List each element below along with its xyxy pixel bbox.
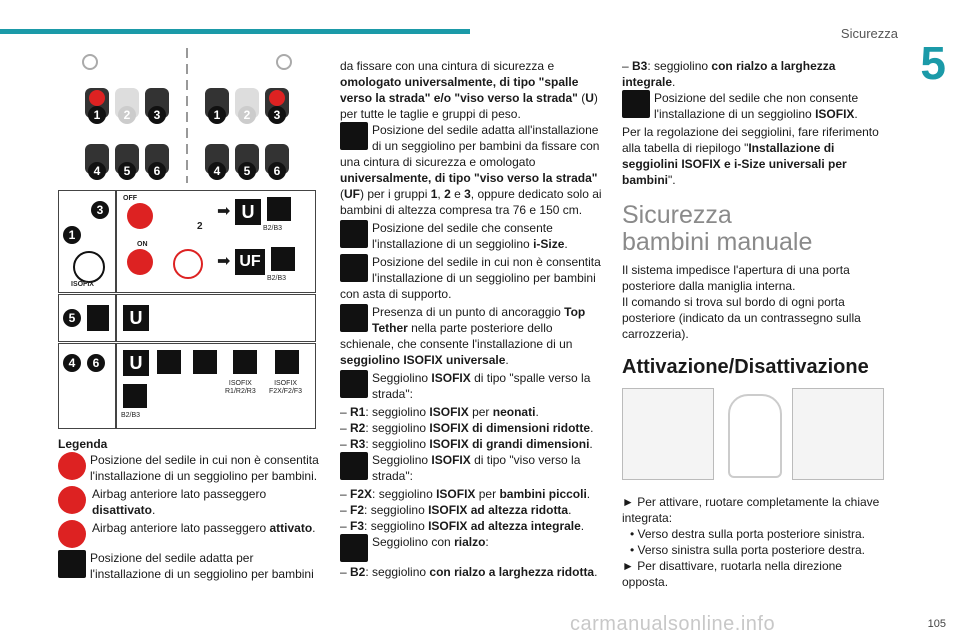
b3-dash: –	[622, 59, 633, 73]
f2x-d: ISOFIX	[436, 487, 476, 501]
seat-number-5-right: 5	[238, 162, 256, 180]
uf-sep2: e	[450, 187, 465, 201]
booster-seat-icon-2	[271, 247, 295, 271]
bullet-2: • Verso sinistra sulla porta posteriore destra.	[630, 543, 865, 557]
watermark: carmanualsonline.info	[570, 613, 776, 635]
legend-column	[58, 436, 320, 584]
b2-e: .	[594, 565, 598, 579]
seat-number-2: 2	[118, 106, 136, 124]
seat-suitability-table	[58, 190, 316, 430]
seat-6-number: 6	[87, 354, 105, 372]
isize-a: Posizione del sedile che consente l'installazione di un seggiolino	[372, 221, 553, 251]
isofix-label: ISOFIX	[71, 281, 94, 288]
badge-u-seat5: U	[123, 305, 149, 331]
f3-c: : seggiolino	[364, 519, 429, 533]
seat-number-4: 4	[88, 162, 106, 180]
leg-row	[340, 254, 602, 302]
uf-text-f: , oppure dedicato solo ai bambini di altezza compresa tra 76 e 150 cm.	[340, 187, 602, 217]
seat-number-4-right: 4	[208, 162, 226, 180]
airbag-off-state: disattivato	[92, 503, 153, 517]
seat-number-2-right: 2	[238, 106, 256, 124]
legend-airbag-off: Airbag anteriore lato passeggero disattivato.	[58, 486, 320, 518]
uf-text-a: Posizione del sedile adatta all'installazione di un seggiolino per bambini da fissare con una cintura di sicurezza e omologato	[340, 123, 600, 169]
isize-c: .	[564, 237, 568, 251]
isov-a: Seggiolino	[372, 453, 432, 467]
f3-code: F3	[350, 519, 365, 533]
row-seat-46-cell	[58, 343, 116, 429]
airbag-on-text: Airbag anteriore lato passeggero	[92, 521, 267, 535]
no-support-leg-icon	[87, 305, 109, 331]
legend-universal	[58, 550, 320, 582]
seat-5-number: 5	[63, 309, 81, 327]
f3-f: ISOFIX ad altezza integrale	[428, 519, 581, 533]
airbag-on-icon	[127, 249, 153, 275]
seat-4-number: 4	[63, 354, 81, 372]
r2-c: : seggiolino	[365, 421, 430, 435]
f2x-dash: –	[340, 487, 351, 501]
off-label: OFF	[123, 195, 137, 202]
header-accent-bar	[0, 29, 470, 34]
chapter-number: 5	[920, 37, 946, 89]
legend-title: Legenda	[58, 437, 108, 451]
rialzo-a: Seggiolino con	[372, 535, 455, 549]
r3-g: .	[589, 437, 593, 451]
uf-g1: 1	[430, 187, 438, 201]
top-b: Top Tether	[372, 305, 586, 335]
iso-forward-row	[340, 452, 602, 484]
bullet-1: • Verso destra sulla porta posteriore sinistra.	[630, 527, 865, 541]
uf-row	[340, 122, 602, 218]
isov-c: di tipo "viso verso la strada":	[372, 453, 581, 483]
deactivate-text: ► Per disattivare, ruotarla nella direzione opposta.	[622, 559, 842, 589]
booster-row	[340, 534, 602, 562]
prohibited-icon	[58, 452, 86, 480]
r2-g: .	[590, 421, 594, 435]
group-2-label: 2	[197, 221, 203, 232]
text-p1d: U	[585, 91, 594, 105]
top-e: .	[505, 353, 509, 367]
r3-dash: –	[340, 437, 351, 451]
r1-f: neonati	[492, 405, 536, 419]
car-top-view-icon	[728, 394, 782, 478]
airbag-on-legend-icon	[58, 520, 86, 548]
seat-number-6: 6	[148, 162, 166, 180]
legend-no-seat	[58, 452, 320, 484]
isofix-rear-icon	[233, 350, 257, 374]
isov-b: ISOFIX	[431, 453, 471, 467]
seat-number-1-right: 1	[208, 106, 226, 124]
b3-e: .	[672, 75, 676, 89]
top-tether-legend-icon	[340, 304, 368, 332]
airbag-off-icon	[127, 203, 153, 229]
seat-layout-diagram	[58, 48, 316, 188]
text-p1e: ) per tutte le taglie e gruppi di peso.	[340, 91, 598, 121]
f3-dash: –	[340, 519, 351, 533]
no-isofix-legend-icon	[622, 90, 650, 118]
uf-g2: 2	[444, 187, 451, 201]
b3-c: : seggiolino	[647, 59, 712, 73]
paragraph-1: Il sistema impedisce l'apertura di una porta posteriore dalla maniglia interna.	[622, 263, 850, 293]
isize-icon	[157, 350, 181, 374]
page-number: 105	[927, 618, 946, 630]
isofix-f-label: ISOFIX F2X/F2/F3	[269, 380, 303, 395]
isofix-rear-legend-icon	[340, 370, 368, 398]
text-column-2	[340, 58, 602, 580]
iso-b: ISOFIX	[431, 371, 471, 385]
universal-u-icon	[58, 550, 86, 578]
f2x-f: bambini piccoli	[499, 487, 587, 501]
seat-number-1: 1	[88, 106, 106, 124]
row-front-seat-cell	[58, 190, 116, 293]
booster-seat-icon	[267, 197, 291, 221]
top-c: nella parte posteriore dello schienale, che consente l'installazione di un	[340, 321, 573, 351]
section-heading: Sicurezza bambini manuale	[622, 201, 813, 256]
f2-g: .	[568, 503, 572, 517]
f2-c: : seggiolino	[364, 503, 429, 517]
iso-a: Seggiolino	[372, 371, 432, 385]
airbag-off-legend-icon	[58, 486, 86, 514]
r1-c: : seggiolino	[365, 405, 430, 419]
seat-number-6-right: 6	[268, 162, 286, 180]
badge-u-seat46: U	[123, 350, 149, 376]
seat-46-options-cell	[116, 343, 316, 429]
iso-rear-row	[340, 370, 602, 402]
no-isofix-icon	[73, 251, 105, 283]
airbag-on-state: attivato	[269, 521, 313, 535]
r1-d: ISOFIX	[429, 405, 469, 419]
seat-5-options-cell	[116, 294, 316, 342]
isofix-forward-icon	[275, 350, 299, 374]
subheading: Attivazione/Disattivazione	[622, 356, 869, 378]
b2-c: : seggiolino	[365, 565, 430, 579]
front-seat-number-1: 1	[63, 226, 81, 244]
isize-row	[340, 220, 602, 252]
reg-a: Per la regolazione dei seggiolini, fare riferimento alla tabella di riepilogo "	[622, 125, 879, 155]
front-seat-options-cell	[116, 190, 316, 293]
r2-code: R2	[350, 421, 366, 435]
rialzo-b: rialzo	[454, 535, 486, 549]
uf-text-d: UF	[344, 187, 360, 201]
badge-uf: UF	[235, 249, 265, 275]
arrow-right-icon: ➡	[217, 203, 231, 220]
no-isofix-row	[622, 90, 884, 122]
arrow-right-icon-2: ➡	[217, 253, 231, 270]
top-d: seggiolino ISOFIX universale	[340, 353, 506, 367]
top-tether-icon	[193, 350, 217, 374]
badge-u: U	[235, 199, 261, 225]
text-column-3	[622, 58, 884, 590]
f2-code: F2	[350, 503, 365, 517]
seat-number-3-right: 3	[268, 106, 286, 124]
uf-icon	[340, 122, 368, 150]
top-a: Presenza di un punto di ancoraggio	[372, 305, 565, 319]
row-seat-5-cell	[58, 294, 116, 342]
activate-text: ► Per attivare, ruotare completamente la chiave integrata:	[622, 495, 880, 525]
r1-g: .	[535, 405, 539, 419]
legend-airbag-on: Airbag anteriore lato passeggero attivato.	[58, 520, 320, 548]
r2-f: ISOFIX di dimensioni ridotte	[429, 421, 591, 435]
rialzo-c: :	[485, 535, 489, 549]
booster-legend-icon	[340, 534, 368, 562]
f2x-g: .	[586, 487, 591, 501]
nois-c: .	[854, 107, 858, 121]
reg-c: ".	[668, 173, 676, 187]
b2-code: B2	[350, 565, 366, 579]
uf-sep1: ,	[437, 187, 445, 201]
isofix-forward-legend-icon	[340, 452, 368, 480]
isofix-r-label: ISOFIX R1/R2/R3	[225, 380, 256, 395]
leg-a: Posizione del sedile in cui non è consentita l'installazione di un seggiolino per bambini con asta di supporto.	[340, 255, 601, 301]
r1-e: per	[468, 405, 493, 419]
airbag-off-text: Airbag anteriore lato passeggero	[92, 487, 267, 501]
isize-legend-icon	[340, 220, 368, 248]
isize-b: i-Size	[533, 237, 565, 251]
r2-dash: –	[340, 421, 351, 435]
seat-number-3: 3	[148, 106, 166, 124]
b2-dash: –	[340, 565, 351, 579]
f2x-e: per	[475, 487, 500, 501]
r1-code: R1	[350, 405, 366, 419]
b3-d: con rialzo a larghezza integrale	[622, 59, 836, 89]
f3-g: .	[580, 519, 585, 533]
section-title: Sicurezza	[840, 26, 898, 41]
b3-code: B3	[632, 59, 648, 73]
b2b3-label-3: B2/B3	[121, 412, 141, 419]
r3-f: ISOFIX di grandi dimensioni	[429, 437, 590, 451]
text-p1c: (	[577, 91, 586, 105]
right-door-key-image	[792, 388, 884, 480]
r3-code: R3	[350, 437, 366, 451]
uf-text-b: universalmente, di tipo "viso verso la strada"	[340, 171, 598, 185]
f2x-c: : seggiolino	[372, 487, 437, 501]
booster-seat-icon-3	[123, 384, 147, 408]
b2-d: con rialzo a larghezza ridotta	[429, 565, 595, 579]
r1-dash: –	[340, 405, 351, 419]
iso-c: di tipo "spalle verso la strada":	[372, 371, 591, 401]
f2x-code: F2X	[350, 487, 373, 501]
f2-f: ISOFIX ad altezza ridotta	[428, 503, 569, 517]
f2-dash: –	[340, 503, 351, 517]
reg-b: Installazione di seggiolini ISOFIX e i-Size universali per bambini	[622, 141, 847, 187]
nois-b: ISOFIX	[815, 107, 855, 121]
front-seat-number-3: 3	[91, 201, 109, 219]
uf-text-e: ) per i gruppi	[360, 187, 431, 201]
nois-a: Posizione del sedile che non consente l'installazione di un seggiolino	[654, 91, 859, 121]
r3-c: : seggiolino	[365, 437, 430, 451]
no-leg-icon	[340, 254, 368, 282]
text-p1a: da fissare con una cintura di sicurezza e	[340, 59, 555, 73]
no-rear-facing-icon	[173, 249, 203, 279]
door-illustration	[622, 388, 884, 486]
top-tether-row	[340, 304, 602, 368]
on-label: ON	[137, 241, 148, 248]
seat-number-5: 5	[118, 162, 136, 180]
text-p1b: omologato universalmente, di tipo "spalle verso la strada" e/o "viso verso la strada"	[340, 75, 579, 105]
uf-g3: 3	[464, 187, 471, 201]
uf-text-c: (	[340, 187, 344, 201]
b2b3-label-2: B2/B3	[267, 275, 287, 282]
b2b3-label: B2/B3	[263, 225, 283, 232]
legend-no-seat-text: Posizione del sedile in cui non è consentita l'installazione di un seggiolino per bambini.	[90, 453, 319, 483]
universal-text: Posizione del sedile adatta per l'installazione di un seggiolino per bambini	[90, 551, 314, 581]
paragraph-2: Il comando si trova sul bordo di ogni porta posteriore (indicato da un contrassegno sulla carrozzeria).	[622, 295, 861, 341]
left-door-key-image	[622, 388, 714, 480]
